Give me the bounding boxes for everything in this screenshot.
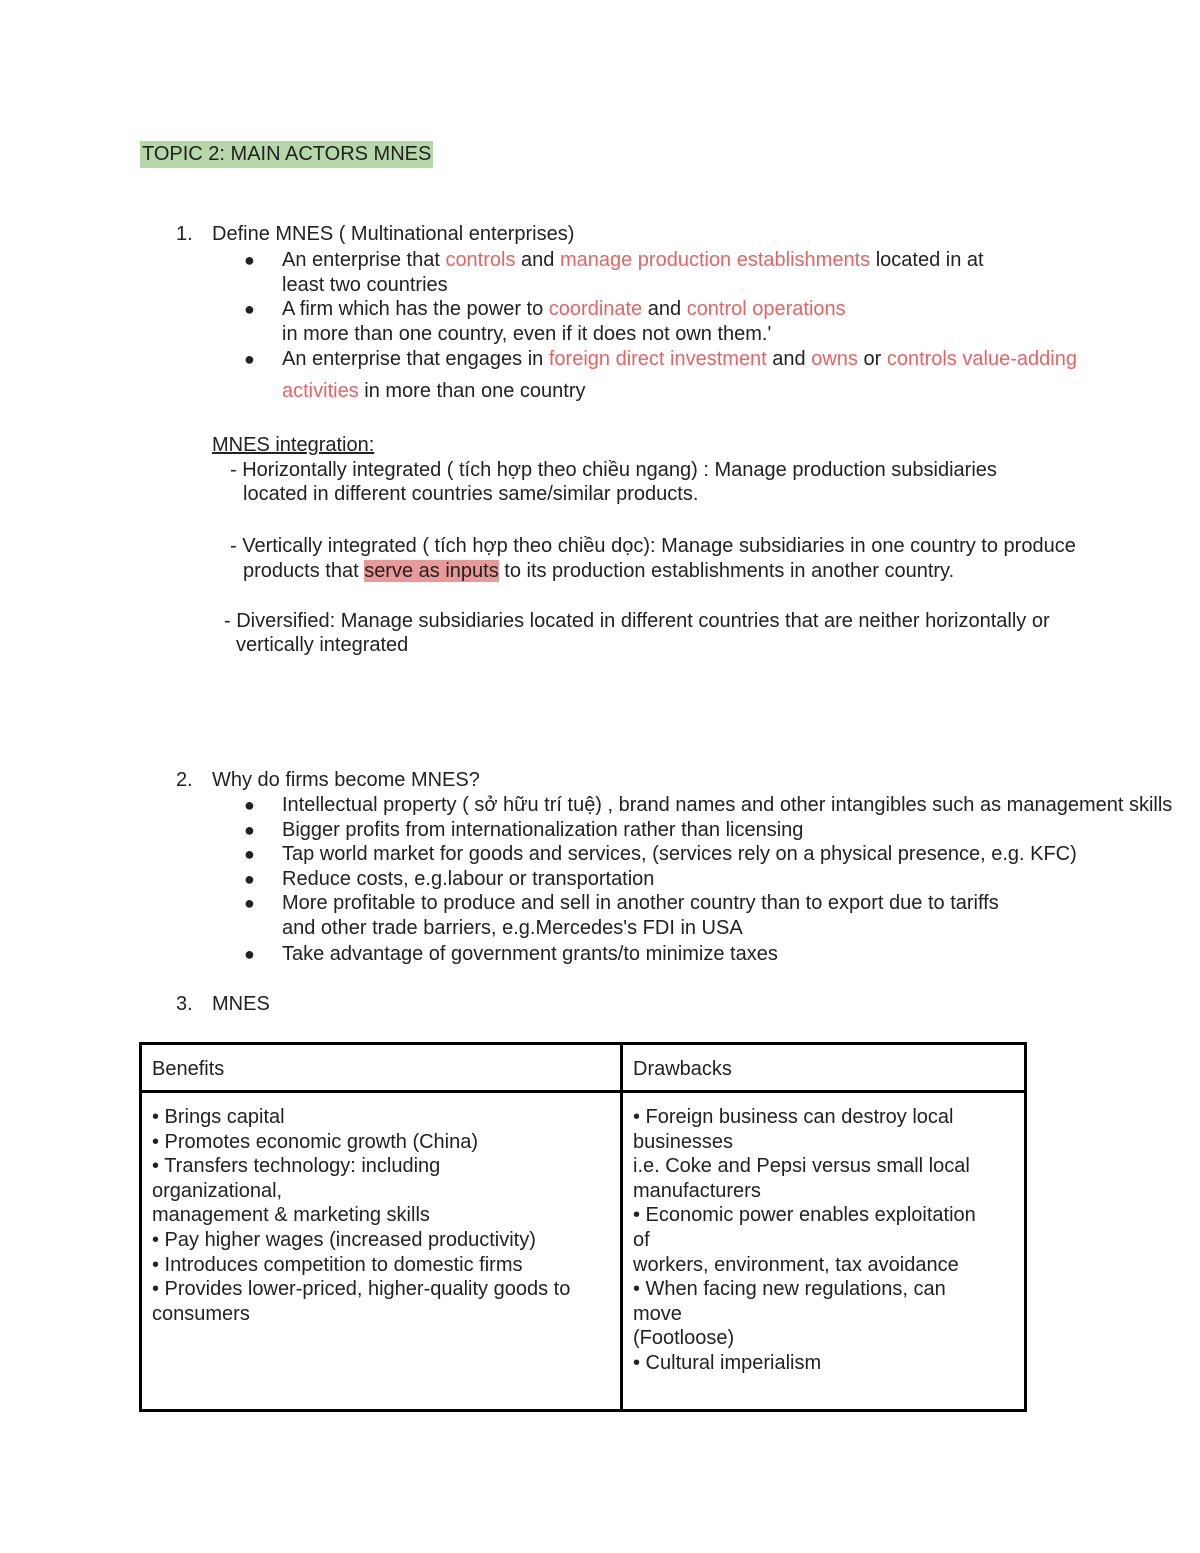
list-item: workers, environment, tax avoidance <box>633 1253 959 1276</box>
list-item: • Foreign business can destroy local <box>633 1106 954 1128</box>
diversified-line-2: vertically integrated <box>236 634 409 656</box>
list-item: management & marketing skills <box>152 1204 430 1227</box>
reason-item: Take advantage of government grants/to minimize taxes <box>282 943 778 965</box>
definition-1: An enterprise that controls and manage production establishments located in at <box>282 249 984 271</box>
benefits-drawbacks-table <box>139 1042 1027 1412</box>
page-title: TOPIC 2: MAIN ACTORS MNES <box>140 142 433 166</box>
list-item: • Brings capital <box>152 1106 285 1128</box>
diversified: - Diversified: Manage subsidiaries located in different countries that are neither horizontally or <box>224 610 1050 632</box>
bullet-icon: ● <box>244 250 255 270</box>
benefits-cell <box>141 1092 622 1411</box>
list-item: consumers <box>152 1302 250 1325</box>
table-header-drawbacks: Drawbacks <box>622 1044 1026 1092</box>
table-header-row <box>141 1044 1026 1092</box>
list-item: move <box>633 1302 682 1325</box>
list-item: (Footloose) <box>633 1327 735 1350</box>
section-1-number: 1. <box>176 223 193 245</box>
bullet-icon: ● <box>244 893 255 913</box>
section-2-number: 2. <box>176 769 193 791</box>
list-item: • Cultural imperialism <box>633 1351 822 1374</box>
list-item: businesses <box>633 1130 734 1153</box>
list-item: • Economic power enables exploitation <box>633 1204 976 1227</box>
reason-item: Tap world market for goods and services, (services rely on a physical presence, e.g. KFC) <box>282 843 1077 865</box>
vertical-integration: - Vertically integrated ( tích hợp theo chiều dọc): Manage subsidiaries in one country to produce <box>230 535 1076 557</box>
bullet-icon: ● <box>244 869 255 889</box>
list-item: i.e. Coke and Pepsi versus small local <box>633 1155 970 1178</box>
definition-2: A firm which has the power to coordinate and control operations <box>282 298 846 320</box>
bullet-icon: ● <box>244 795 255 815</box>
bullet-icon: ● <box>244 844 255 864</box>
reason-item: Reduce costs, e.g.labour or transportation <box>282 868 655 890</box>
definition-1-line-2: least two countries <box>282 274 448 296</box>
vertical-integration-line-2: products that serve as inputs to its production establishments in another country. <box>243 560 955 582</box>
list-item: • Introduces competition to domestic firms <box>152 1253 523 1276</box>
reason-item: Bigger profits from internationalization rather than licensing <box>282 819 804 841</box>
definition-3: An enterprise that engages in foreign direct investment and owns or controls value-adding <box>282 348 1077 370</box>
integration-heading: MNES integration: <box>212 434 375 456</box>
reason-item-line-2: and other trade barriers, e.g.Mercedes's FDI in USA <box>282 917 743 939</box>
horizontal-integration-line-2: located in different countries same/similar products. <box>243 483 699 505</box>
list-item: • Pay higher wages (increased productivity) <box>152 1228 536 1251</box>
bullet-icon: ● <box>244 299 255 319</box>
definition-3-line-2: activities in more than one country <box>282 380 586 402</box>
drawbacks-cell <box>622 1092 1026 1411</box>
section-3-number: 3. <box>176 993 193 1015</box>
bullet-icon: ● <box>244 820 255 840</box>
list-item: • When facing new regulations, can <box>633 1278 946 1301</box>
table-header-benefits: Benefits <box>141 1044 622 1092</box>
bullet-icon: ● <box>244 349 255 369</box>
section-2-heading: Why do firms become MNES? <box>212 769 480 791</box>
section-1-heading: Define MNES ( Multinational enterprises) <box>212 223 575 245</box>
list-item: • Provides lower-priced, higher-quality goods to <box>152 1278 571 1301</box>
definition-2-line-2: in more than one country, even if it does not own them.' <box>282 323 772 345</box>
section-3-heading: MNES <box>212 993 270 1015</box>
list-item: manufacturers <box>633 1179 761 1202</box>
list-item: of <box>633 1228 650 1251</box>
highlighted-text: serve as inputs <box>364 560 499 582</box>
list-item: • Promotes economic growth (China) <box>152 1130 479 1153</box>
reason-item: Intellectual property ( sở hữu trí tuệ) , brand names and other intangibles such as management skills <box>282 794 1173 816</box>
reason-item: More profitable to produce and sell in another country than to export due to tariffs <box>282 892 999 914</box>
list-item: • Transfers technology: including <box>152 1155 441 1178</box>
horizontal-integration: - Horizontally integrated ( tích hợp theo chiều ngang) : Manage production subsidiaries <box>230 459 997 481</box>
table-row <box>141 1092 1026 1411</box>
list-item: organizational, <box>152 1179 283 1202</box>
bullet-icon: ● <box>244 944 255 964</box>
